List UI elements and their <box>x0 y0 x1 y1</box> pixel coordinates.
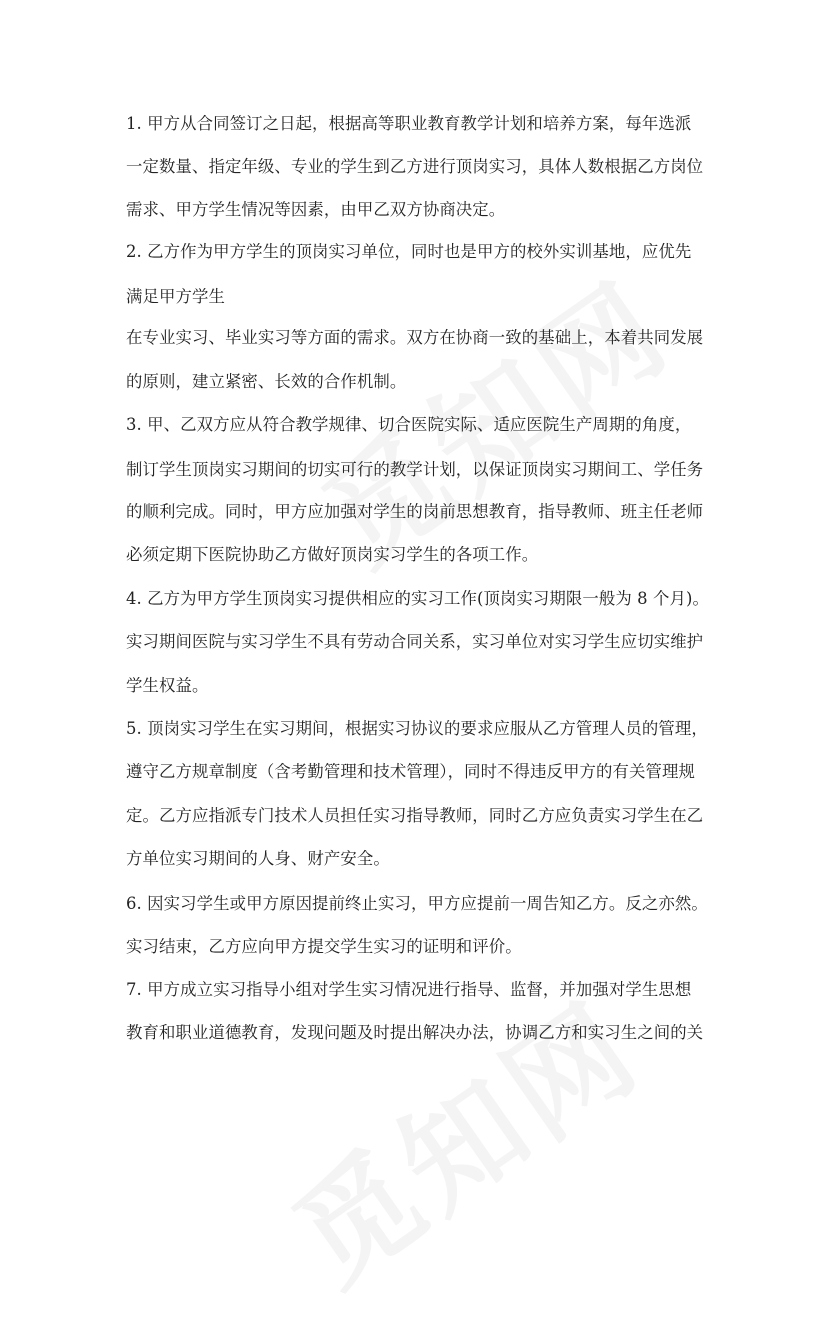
text-line: 方单位实习期间的人身、财产安全。 <box>126 849 390 868</box>
text-line: 7. 甲方成立实习指导小组对学生实习情况进行指导、监督，并加强对学生思想 <box>126 980 692 999</box>
text-line: 教育和职业道德教育，发现问题及时提出解决办法，协调乙方和实习生之间的关 <box>126 1023 704 1042</box>
text-line: 4. 乙方为甲方学生顶岗实习提供相应的实习工作(顶岗实习期限一般为 8 个月)。 <box>126 589 709 608</box>
text-line: 3. 甲、乙双方应从符合教学规律、切合医院实际、适应医院生产周期的角度， <box>126 415 692 434</box>
text-line: 1. 甲方从合同签订之日起，根据高等职业教育教学计划和培养方案，每年选派 <box>126 114 692 133</box>
text-line: 需求、甲方学生情况等因素，由甲乙双方协商决定。 <box>126 200 506 219</box>
text-line: 制订学生顶岗实习期间的切实可行的教学计划，以保证顶岗实习期间工、学任务 <box>126 460 704 479</box>
text-line: 遵守乙方规章制度（含考勤管理和技术管理），同时不得违反甲方的有关管理规 <box>126 762 695 781</box>
text-line: 实习结束，乙方应向甲方提交学生实习的证明和评价。 <box>126 937 522 956</box>
text-line: 2. 乙方作为甲方学生的顶岗实习单位，同时也是甲方的校外实训基地，应优先 <box>126 242 692 261</box>
text-line: 定。乙方应指派专门技术人员担任实习指导教师，同时乙方应负责实习学生在乙 <box>126 806 704 825</box>
text-line: 在专业实习、毕业实习等方面的需求。双方在协商一致的基础上，本着共同发展 <box>126 328 704 347</box>
text-line: 必须定期下医院协助乙方做好顶岗实习学生的各项工作。 <box>126 545 539 564</box>
watermark <box>255 955 668 1316</box>
text-line: 实习期间医院与实习学生不具有劳动合同关系，实习单位对实习学生应切实维护 <box>126 632 704 651</box>
text-line: 6. 因实习学生或甲方原因提前终止实习，甲方应提前一周告知乙方。反之亦然。 <box>126 894 708 913</box>
text-line: 学生权益。 <box>126 676 209 695</box>
text-line: 5. 顶岗实习学生在实习期间，根据实习协议的要求应服从乙方管理人员的管理， <box>126 719 708 738</box>
text-line: 满足甲方学生 <box>126 287 225 306</box>
text-line: 的顺利完成。同时，甲方应加强对学生的岗前思想教育，指导教师、班主任老师 <box>126 502 704 521</box>
text-line: 的原则，建立紧密、长效的合作机制。 <box>126 372 407 391</box>
text-line: 一定数量、指定年级、专业的学生到乙方进行顶岗实习，具体人数根据乙方岗位 <box>126 157 704 176</box>
